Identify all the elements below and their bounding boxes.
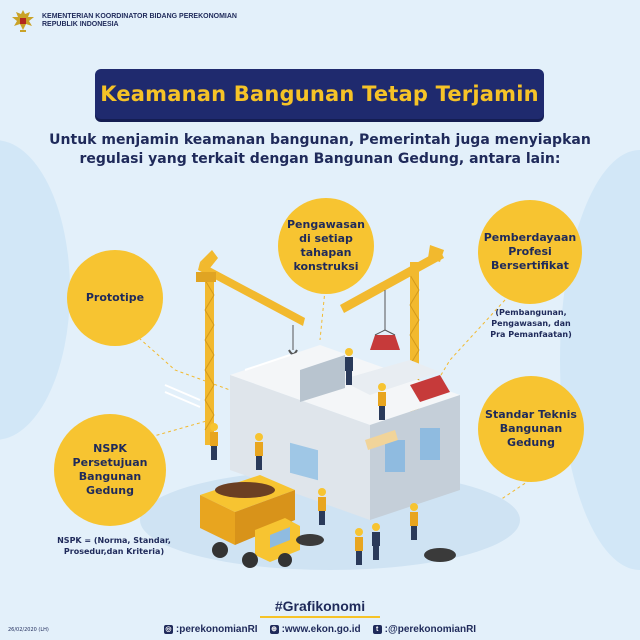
globe-icon: ⊕	[271, 626, 278, 633]
org-line-2: REPUBLIK INDONESIA	[42, 21, 119, 28]
item-standar-line-1: Standar Teknis	[485, 408, 577, 421]
item-nspk	[54, 414, 166, 526]
subtitle-line-2: regulasi yang terkait dengan Bangunan Gedung, antara lain:	[79, 151, 561, 167]
item-standar-line-2: Bangunan Gedung	[499, 422, 563, 449]
social-links	[0, 624, 640, 635]
twitter-link[interactable]	[373, 624, 476, 635]
item-prototipe-label: Prototipe	[85, 291, 145, 304]
publish-date: 26/02/2020 (LH)	[8, 627, 49, 633]
website-link[interactable]	[270, 624, 361, 635]
item-pengawasan	[278, 198, 374, 294]
nspk-note-line-1: NSPK = (Norma, Standar,	[57, 536, 171, 545]
pemberdayaan-note-line-2: Pengawasan, dan	[491, 319, 571, 328]
pemberdayaan-note-line-3: Pra Pemanfaatan)	[490, 330, 572, 339]
nspk-note-line-2: Prosedur,dan Kriteria)	[63, 547, 165, 556]
item-nspk-line-2: Bangunan Gedung	[78, 470, 142, 497]
twitter-handle: :@perekonomianRI	[384, 624, 477, 635]
page-title: Keamanan Bangunan Tetap Terjamin	[100, 82, 539, 106]
hashtag: #Grafikonomi	[274, 598, 366, 614]
twitter-icon: t	[373, 625, 382, 634]
instagram-link[interactable]	[164, 624, 258, 635]
item-pengawasan-line-1: Pengawasan	[286, 218, 366, 231]
nspk-note	[50, 535, 178, 557]
item-pemberdayaan-line-1: Pemberdayaan	[483, 231, 577, 244]
pemberdayaan-note-line-1: (Pembangunan,	[495, 308, 567, 317]
item-pengawasan-line-2: di setiap	[299, 232, 353, 245]
website-url: :www.ekon.go.id	[281, 624, 361, 635]
item-prototipe	[67, 250, 163, 346]
item-pemberdayaan-line-3: Bersertifikat	[491, 259, 569, 272]
org-line-1: KEMENTERIAN KOORDINATOR BIDANG PEREKONOMIAN	[42, 13, 237, 20]
item-pemberdayaan-line-2: Profesi	[508, 245, 552, 258]
instagram-icon: ◎	[165, 626, 172, 633]
instagram-handle: :perekonomianRI	[175, 624, 258, 635]
item-nspk-line-1: NSPK Persetujuan	[72, 442, 148, 469]
hashtag-underline	[260, 616, 380, 618]
item-standar-teknis	[478, 376, 584, 482]
pemberdayaan-note	[472, 307, 590, 340]
item-pengawasan-line-3: tahapan	[300, 246, 352, 259]
item-pemberdayaan	[478, 200, 582, 304]
subtitle-line-1: Untuk menjamin keamanan bangunan, Pemerintah juga menyiapkan	[49, 132, 591, 148]
item-pengawasan-line-4: konstruksi	[293, 260, 359, 273]
